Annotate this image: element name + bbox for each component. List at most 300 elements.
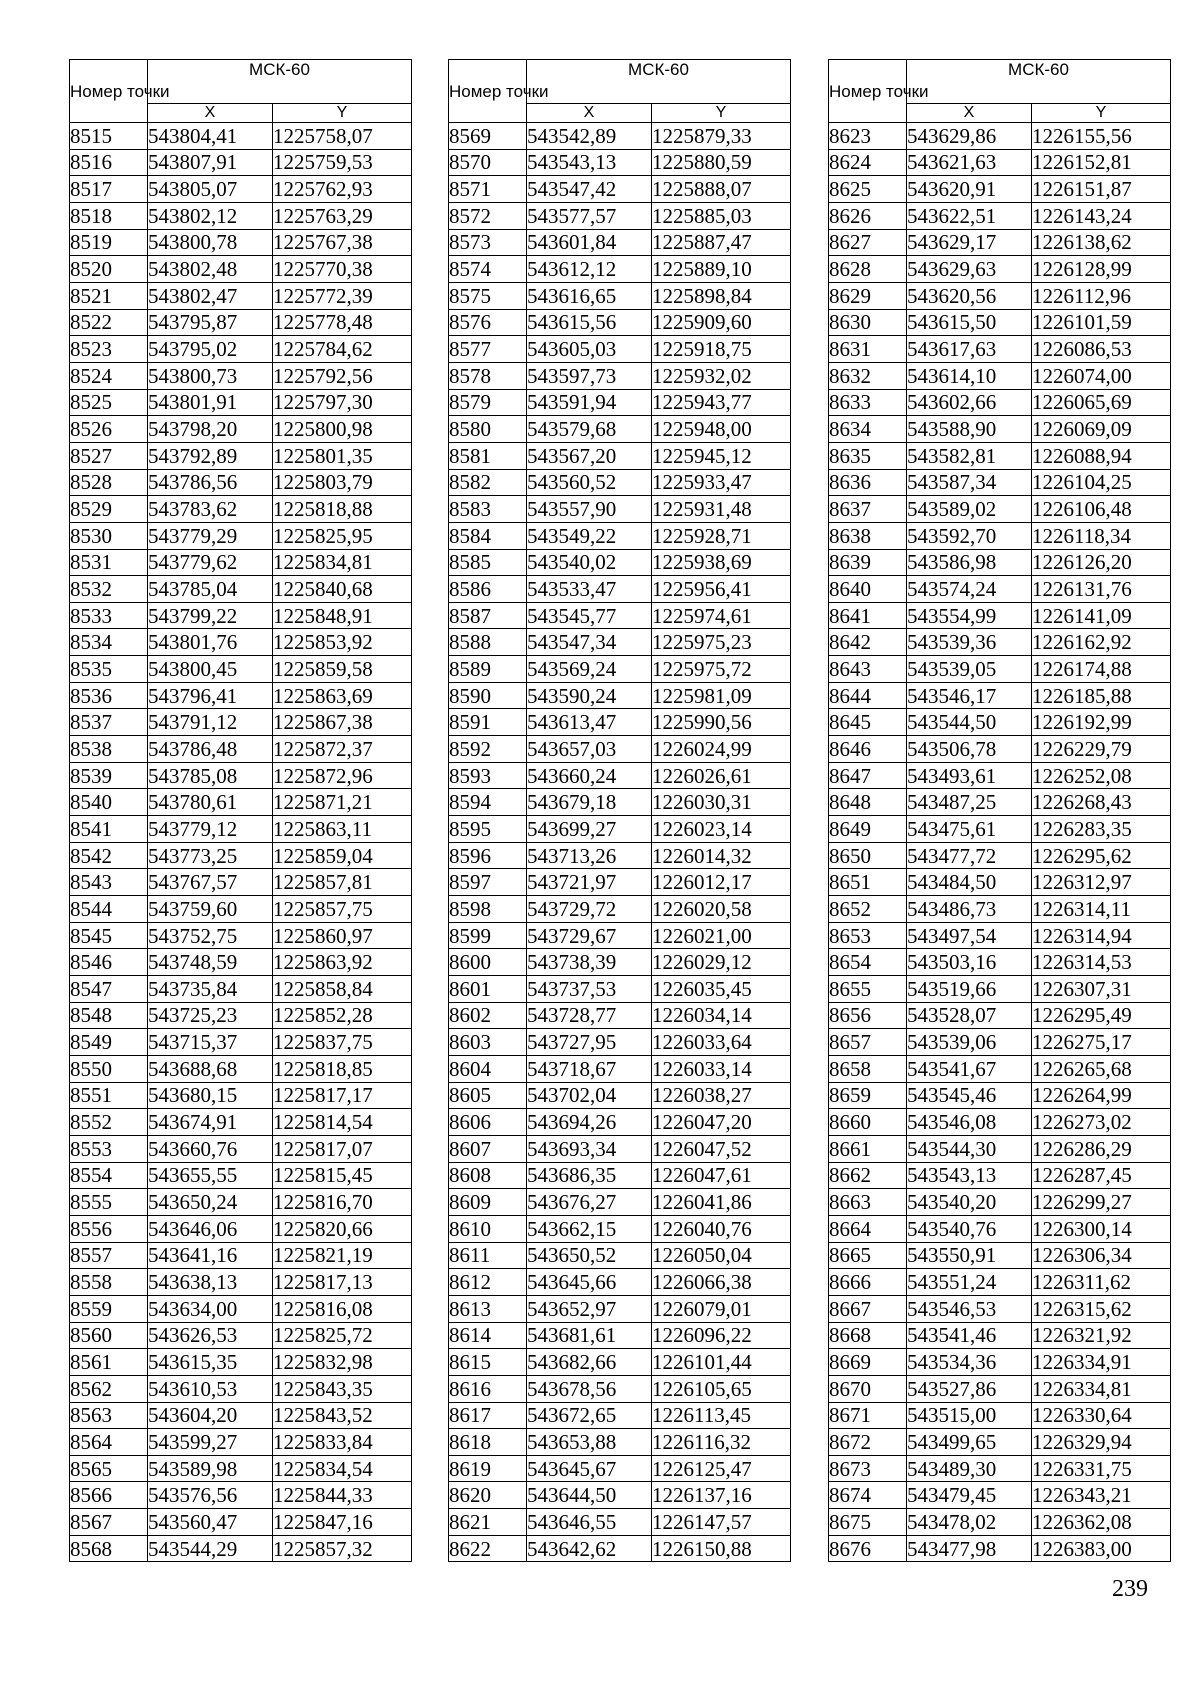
y-coordinate-cell: 1225852,28 <box>273 1002 412 1029</box>
y-coordinate-cell: 1226143,24 <box>1032 202 1171 229</box>
y-coordinate-cell: 1226024,99 <box>652 736 791 763</box>
point-number-cell: 8673 <box>829 1455 907 1482</box>
y-coordinate-cell: 1226012,17 <box>652 869 791 896</box>
coordinate-system-header: МСК-60 <box>527 60 791 104</box>
x-coordinate-cell: 543615,50 <box>907 309 1032 336</box>
table-row <box>449 949 791 976</box>
table-row <box>449 1482 791 1509</box>
x-coordinate-cell: 543702,04 <box>527 1082 652 1109</box>
x-coordinate-cell: 543560,52 <box>527 469 652 496</box>
x-coordinate-cell: 543477,98 <box>907 1535 1032 1562</box>
table-row <box>70 656 412 683</box>
y-coordinate-cell: 1226086,53 <box>1032 336 1171 363</box>
point-number-cell: 8648 <box>829 789 907 816</box>
y-coordinate-cell: 1225817,13 <box>273 1269 412 1296</box>
table-row <box>449 256 791 283</box>
table-row <box>70 416 412 443</box>
table-body <box>70 123 412 1562</box>
x-coordinate-cell: 543613,47 <box>527 709 652 736</box>
point-number-cell: 8527 <box>70 442 148 469</box>
point-number-cell: 8598 <box>449 896 527 923</box>
x-coordinate-cell: 543487,25 <box>907 789 1032 816</box>
x-coordinate-cell: 543645,66 <box>527 1269 652 1296</box>
x-coordinate-cell: 543798,20 <box>148 416 273 443</box>
table-row <box>449 442 791 469</box>
point-number-cell: 8526 <box>70 416 148 443</box>
point-number-cell: 8543 <box>70 869 148 896</box>
x-coordinate-cell: 543653,88 <box>527 1429 652 1456</box>
point-number-cell: 8537 <box>70 709 148 736</box>
table-row <box>829 336 1171 363</box>
table-row <box>829 1429 1171 1456</box>
table-row <box>70 762 412 789</box>
table-row <box>449 1109 791 1136</box>
point-number-cell: 8528 <box>70 469 148 496</box>
table-row <box>70 1135 412 1162</box>
table-row <box>449 1509 791 1536</box>
point-number-cell: 8627 <box>829 229 907 256</box>
x-coordinate-cell: 543550,91 <box>907 1242 1032 1269</box>
point-number-cell: 8619 <box>449 1455 527 1482</box>
x-coordinate-cell: 543626,53 <box>148 1322 273 1349</box>
x-coordinate-cell: 543662,15 <box>527 1215 652 1242</box>
y-coordinate-cell: 1226128,99 <box>1032 256 1171 283</box>
point-number-cell: 8566 <box>70 1482 148 1509</box>
point-number-cell: 8640 <box>829 576 907 603</box>
x-coordinate-cell: 543577,57 <box>527 202 652 229</box>
table-row <box>829 229 1171 256</box>
y-coordinate-cell: 1225889,10 <box>652 256 791 283</box>
x-coordinate-cell: 543657,03 <box>527 736 652 763</box>
x-coordinate-cell: 543589,98 <box>148 1455 273 1482</box>
x-coordinate-cell: 543767,57 <box>148 869 273 896</box>
x-coordinate-cell: 543660,76 <box>148 1135 273 1162</box>
x-coordinate-cell: 543796,41 <box>148 682 273 709</box>
table-row <box>829 576 1171 603</box>
table-row <box>70 202 412 229</box>
table-row <box>829 282 1171 309</box>
coordinate-table <box>828 59 1171 1562</box>
point-number-cell: 8629 <box>829 282 907 309</box>
x-coordinate-cell: 543616,65 <box>527 282 652 309</box>
coordinate-system-header: МСК-60 <box>907 60 1171 104</box>
x-coordinate-cell: 543489,30 <box>907 1455 1032 1482</box>
table-row <box>70 1295 412 1322</box>
point-number-cell: 8596 <box>449 842 527 869</box>
table-row <box>70 176 412 203</box>
x-coordinate-cell: 543629,86 <box>907 123 1032 150</box>
table-row <box>829 896 1171 923</box>
y-coordinate-cell: 1225975,23 <box>652 629 791 656</box>
x-coordinate-cell: 543801,76 <box>148 629 273 656</box>
table-row <box>829 709 1171 736</box>
point-number-cell: 8594 <box>449 789 527 816</box>
point-number-cell: 8547 <box>70 976 148 1003</box>
y-coordinate-cell: 1226155,56 <box>1032 123 1171 150</box>
table-row <box>449 682 791 709</box>
y-coordinate-cell: 1225857,81 <box>273 869 412 896</box>
table-row <box>829 1509 1171 1536</box>
point-number-cell: 8662 <box>829 1162 907 1189</box>
y-header: Y <box>652 103 791 122</box>
x-coordinate-cell: 543557,90 <box>527 496 652 523</box>
x-coordinate-cell: 543800,73 <box>148 362 273 389</box>
x-coordinate-cell: 543621,63 <box>907 149 1032 176</box>
y-coordinate-cell: 1225840,68 <box>273 576 412 603</box>
y-coordinate-cell: 1226038,27 <box>652 1082 791 1109</box>
table-row <box>449 709 791 736</box>
point-number-cell: 8542 <box>70 842 148 869</box>
point-number-cell: 8671 <box>829 1402 907 1429</box>
x-coordinate-cell: 543541,46 <box>907 1322 1032 1349</box>
point-number-cell: 8590 <box>449 682 527 709</box>
y-coordinate-cell: 1226252,08 <box>1032 762 1171 789</box>
x-coordinate-cell: 543773,25 <box>148 842 273 869</box>
table-body <box>449 123 791 1562</box>
x-coordinate-cell: 543477,72 <box>907 842 1032 869</box>
x-coordinate-cell: 543543,13 <box>907 1162 1032 1189</box>
table-row <box>449 869 791 896</box>
point-number-cell: 8630 <box>829 309 907 336</box>
x-header: X <box>148 103 273 122</box>
point-number-cell: 8623 <box>829 123 907 150</box>
point-number-cell: 8567 <box>70 1509 148 1536</box>
point-number-cell: 8651 <box>829 869 907 896</box>
table-row <box>70 1002 412 1029</box>
point-number-cell: 8532 <box>70 576 148 603</box>
table-row <box>70 709 412 736</box>
point-number-cell: 8550 <box>70 1055 148 1082</box>
table-row <box>829 816 1171 843</box>
x-coordinate-cell: 543587,34 <box>907 469 1032 496</box>
x-coordinate-cell: 543786,48 <box>148 736 273 763</box>
point-number-cell: 8581 <box>449 442 527 469</box>
point-number-cell: 8616 <box>449 1375 527 1402</box>
point-number-cell: 8595 <box>449 816 527 843</box>
x-coordinate-cell: 543676,27 <box>527 1189 652 1216</box>
x-coordinate-cell: 543799,22 <box>148 602 273 629</box>
table-row <box>829 762 1171 789</box>
table-row <box>70 1189 412 1216</box>
point-number-cell: 8599 <box>449 922 527 949</box>
table-row <box>70 789 412 816</box>
y-coordinate-cell: 1226138,62 <box>1032 229 1171 256</box>
point-number-cell: 8589 <box>449 656 527 683</box>
y-coordinate-cell: 1225880,59 <box>652 149 791 176</box>
x-coordinate-cell: 543554,99 <box>907 602 1032 629</box>
x-coordinate-cell: 543614,10 <box>907 362 1032 389</box>
point-number-cell: 8592 <box>449 736 527 763</box>
table-row <box>449 1215 791 1242</box>
table-row <box>70 682 412 709</box>
x-coordinate-cell: 543499,65 <box>907 1429 1032 1456</box>
point-number-cell: 8643 <box>829 656 907 683</box>
x-coordinate-cell: 543682,66 <box>527 1349 652 1376</box>
x-coordinate-cell: 543660,24 <box>527 762 652 789</box>
table-row <box>829 682 1171 709</box>
table-row <box>449 282 791 309</box>
y-coordinate-cell: 1226126,20 <box>1032 549 1171 576</box>
x-coordinate-cell: 543543,13 <box>527 149 652 176</box>
x-coordinate-cell: 543605,03 <box>527 336 652 363</box>
y-coordinate-cell: 1226106,48 <box>1032 496 1171 523</box>
x-coordinate-cell: 543546,08 <box>907 1109 1032 1136</box>
table-row <box>70 522 412 549</box>
point-number-cell: 8555 <box>70 1189 148 1216</box>
y-coordinate-cell: 1226286,29 <box>1032 1135 1171 1162</box>
point-number-cell: 8666 <box>829 1269 907 1296</box>
point-number-cell: 8644 <box>829 682 907 709</box>
table-row <box>829 1375 1171 1402</box>
y-coordinate-cell: 1226033,14 <box>652 1055 791 1082</box>
point-number-cell: 8582 <box>449 469 527 496</box>
x-coordinate-cell: 543615,56 <box>527 309 652 336</box>
table-row <box>70 549 412 576</box>
point-number-cell: 8591 <box>449 709 527 736</box>
x-coordinate-cell: 543802,48 <box>148 256 273 283</box>
table-row <box>70 1535 412 1562</box>
y-coordinate-cell: 1226362,08 <box>1032 1509 1171 1536</box>
table-row <box>449 309 791 336</box>
table-row <box>70 1509 412 1536</box>
x-coordinate-cell: 543478,02 <box>907 1509 1032 1536</box>
table-row <box>449 362 791 389</box>
y-coordinate-cell: 1226151,87 <box>1032 176 1171 203</box>
table-row <box>70 816 412 843</box>
point-number-cell: 8664 <box>829 1215 907 1242</box>
x-coordinate-cell: 543540,20 <box>907 1189 1032 1216</box>
point-number-cell: 8553 <box>70 1135 148 1162</box>
coordinate-table <box>69 59 412 1562</box>
point-number-cell: 8588 <box>449 629 527 656</box>
point-number-cell: 8584 <box>449 522 527 549</box>
table-row <box>449 1162 791 1189</box>
point-number-cell: 8669 <box>829 1349 907 1376</box>
point-number-cell: 8578 <box>449 362 527 389</box>
x-coordinate-cell: 543674,91 <box>148 1109 273 1136</box>
x-coordinate-cell: 543686,35 <box>527 1162 652 1189</box>
y-coordinate-cell: 1226026,61 <box>652 762 791 789</box>
table-row <box>70 976 412 1003</box>
table-row <box>829 1215 1171 1242</box>
table-row <box>829 602 1171 629</box>
table-row <box>829 1535 1171 1562</box>
table-row <box>449 149 791 176</box>
point-number-cell: 8624 <box>829 149 907 176</box>
y-coordinate-cell: 1226306,34 <box>1032 1242 1171 1269</box>
x-coordinate-cell: 543694,26 <box>527 1109 652 1136</box>
point-number-cell: 8515 <box>70 123 148 150</box>
table-row <box>70 496 412 523</box>
y-coordinate-cell: 1225758,07 <box>273 123 412 150</box>
x-coordinate-cell: 543786,56 <box>148 469 273 496</box>
y-coordinate-cell: 1225872,96 <box>273 762 412 789</box>
point-number-cell: 8642 <box>829 629 907 656</box>
point-number-cell: 8536 <box>70 682 148 709</box>
y-coordinate-cell: 1226047,61 <box>652 1162 791 1189</box>
y-coordinate-cell: 1225909,60 <box>652 309 791 336</box>
y-coordinate-cell: 1226079,01 <box>652 1295 791 1322</box>
table-row <box>449 389 791 416</box>
y-coordinate-cell: 1226088,94 <box>1032 442 1171 469</box>
page-number: 239 <box>1112 1576 1148 1602</box>
point-number-cell: 8649 <box>829 816 907 843</box>
table-row <box>70 309 412 336</box>
y-coordinate-cell: 1225853,92 <box>273 629 412 656</box>
x-coordinate-cell: 543738,39 <box>527 949 652 976</box>
y-coordinate-cell: 1225800,98 <box>273 416 412 443</box>
x-header: X <box>527 103 652 122</box>
y-coordinate-cell: 1225772,39 <box>273 282 412 309</box>
table-row <box>829 1109 1171 1136</box>
x-coordinate-cell: 543576,56 <box>148 1482 273 1509</box>
point-number-cell: 8656 <box>829 1002 907 1029</box>
y-coordinate-cell: 1225832,98 <box>273 1349 412 1376</box>
table-row <box>829 842 1171 869</box>
x-coordinate-cell: 543800,78 <box>148 229 273 256</box>
x-coordinate-cell: 543727,95 <box>527 1029 652 1056</box>
x-coordinate-cell: 543792,89 <box>148 442 273 469</box>
x-coordinate-cell: 543533,47 <box>527 576 652 603</box>
x-coordinate-cell: 543486,73 <box>907 896 1032 923</box>
x-coordinate-cell: 543679,18 <box>527 789 652 816</box>
table-row <box>829 1002 1171 1029</box>
table-row <box>70 1322 412 1349</box>
point-number-cell: 8605 <box>449 1082 527 1109</box>
y-coordinate-cell: 1226020,58 <box>652 896 791 923</box>
table-row <box>70 896 412 923</box>
table-row <box>449 1082 791 1109</box>
point-number-cell: 8622 <box>449 1535 527 1562</box>
table-row <box>70 1082 412 1109</box>
x-coordinate-cell: 543610,53 <box>148 1375 273 1402</box>
y-coordinate-cell: 1226314,53 <box>1032 949 1171 976</box>
table-row <box>449 1375 791 1402</box>
table-row <box>70 1269 412 1296</box>
x-coordinate-cell: 543475,61 <box>907 816 1032 843</box>
y-coordinate-cell: 1226101,44 <box>652 1349 791 1376</box>
y-coordinate-cell: 1225859,04 <box>273 842 412 869</box>
point-number-cell: 8569 <box>449 123 527 150</box>
x-coordinate-cell: 543612,12 <box>527 256 652 283</box>
y-coordinate-cell: 1226321,92 <box>1032 1322 1171 1349</box>
point-number-cell: 8633 <box>829 389 907 416</box>
x-coordinate-cell: 543479,45 <box>907 1482 1032 1509</box>
y-coordinate-cell: 1225975,72 <box>652 656 791 683</box>
point-number-cell: 8612 <box>449 1269 527 1296</box>
table-row <box>70 229 412 256</box>
point-number-cell: 8576 <box>449 309 527 336</box>
table-row <box>449 842 791 869</box>
y-coordinate-cell: 1225820,66 <box>273 1215 412 1242</box>
table-row <box>829 1349 1171 1376</box>
point-number-cell: 8562 <box>70 1375 148 1402</box>
point-number-cell: 8559 <box>70 1295 148 1322</box>
point-number-cell: 8570 <box>449 149 527 176</box>
x-coordinate-cell: 543638,13 <box>148 1269 273 1296</box>
point-number-cell: 8533 <box>70 602 148 629</box>
table-row <box>829 869 1171 896</box>
x-coordinate-cell: 543688,68 <box>148 1055 273 1082</box>
table-row <box>70 389 412 416</box>
point-number-cell: 8667 <box>829 1295 907 1322</box>
table-row <box>449 549 791 576</box>
point-number-cell: 8522 <box>70 309 148 336</box>
x-coordinate-cell: 543672,65 <box>527 1402 652 1429</box>
x-coordinate-cell: 543785,04 <box>148 576 273 603</box>
x-coordinate-cell: 543759,60 <box>148 896 273 923</box>
point-number-cell: 8672 <box>829 1429 907 1456</box>
point-number-cell: 8574 <box>449 256 527 283</box>
y-coordinate-cell: 1226229,79 <box>1032 736 1171 763</box>
table-row <box>829 789 1171 816</box>
table-row <box>829 149 1171 176</box>
table-row <box>70 842 412 869</box>
y-coordinate-cell: 1225928,71 <box>652 522 791 549</box>
x-coordinate-cell: 543528,07 <box>907 1002 1032 1029</box>
point-number-cell: 8659 <box>829 1082 907 1109</box>
y-coordinate-cell: 1226343,21 <box>1032 1482 1171 1509</box>
x-coordinate-cell: 543629,17 <box>907 229 1032 256</box>
point-number-cell: 8655 <box>829 976 907 1003</box>
x-coordinate-cell: 543545,77 <box>527 602 652 629</box>
table-row <box>449 1189 791 1216</box>
table-row <box>829 1082 1171 1109</box>
x-coordinate-cell: 543791,12 <box>148 709 273 736</box>
x-coordinate-cell: 543795,02 <box>148 336 273 363</box>
x-coordinate-cell: 543801,91 <box>148 389 273 416</box>
point-number-cell: 8615 <box>449 1349 527 1376</box>
y-coordinate-cell: 1226192,99 <box>1032 709 1171 736</box>
point-number-cell: 8540 <box>70 789 148 816</box>
x-coordinate-cell: 543586,98 <box>907 549 1032 576</box>
y-coordinate-cell: 1225857,75 <box>273 896 412 923</box>
table-row <box>829 309 1171 336</box>
point-number-cell: 8637 <box>829 496 907 523</box>
y-coordinate-cell: 1226041,86 <box>652 1189 791 1216</box>
x-coordinate-cell: 543805,07 <box>148 176 273 203</box>
y-coordinate-cell: 1225932,02 <box>652 362 791 389</box>
table-row <box>70 629 412 656</box>
y-coordinate-cell: 1225817,07 <box>273 1135 412 1162</box>
point-number-cell: 8602 <box>449 1002 527 1029</box>
table-row <box>829 922 1171 949</box>
y-coordinate-cell: 1226033,64 <box>652 1029 791 1056</box>
point-number-cell: 8521 <box>70 282 148 309</box>
point-number-cell: 8579 <box>449 389 527 416</box>
y-coordinate-cell: 1225888,07 <box>652 176 791 203</box>
point-number-cell: 8529 <box>70 496 148 523</box>
y-coordinate-cell: 1225990,56 <box>652 709 791 736</box>
point-number-cell: 8539 <box>70 762 148 789</box>
x-coordinate-cell: 543515,00 <box>907 1402 1032 1429</box>
x-coordinate-cell: 543493,61 <box>907 762 1032 789</box>
point-number-cell: 8607 <box>449 1135 527 1162</box>
y-coordinate-cell: 1225867,38 <box>273 709 412 736</box>
table-row <box>829 389 1171 416</box>
point-number-cell: 8618 <box>449 1429 527 1456</box>
y-coordinate-cell: 1226330,64 <box>1032 1402 1171 1429</box>
y-coordinate-cell: 1225837,75 <box>273 1029 412 1056</box>
x-coordinate-cell: 543602,66 <box>907 389 1032 416</box>
point-number-cell: 8646 <box>829 736 907 763</box>
table-body <box>829 123 1171 1562</box>
point-number-cell: 8639 <box>829 549 907 576</box>
table-row <box>70 442 412 469</box>
point-number-cell: 8609 <box>449 1189 527 1216</box>
x-coordinate-cell: 543785,08 <box>148 762 273 789</box>
y-coordinate-cell: 1226066,38 <box>652 1269 791 1296</box>
